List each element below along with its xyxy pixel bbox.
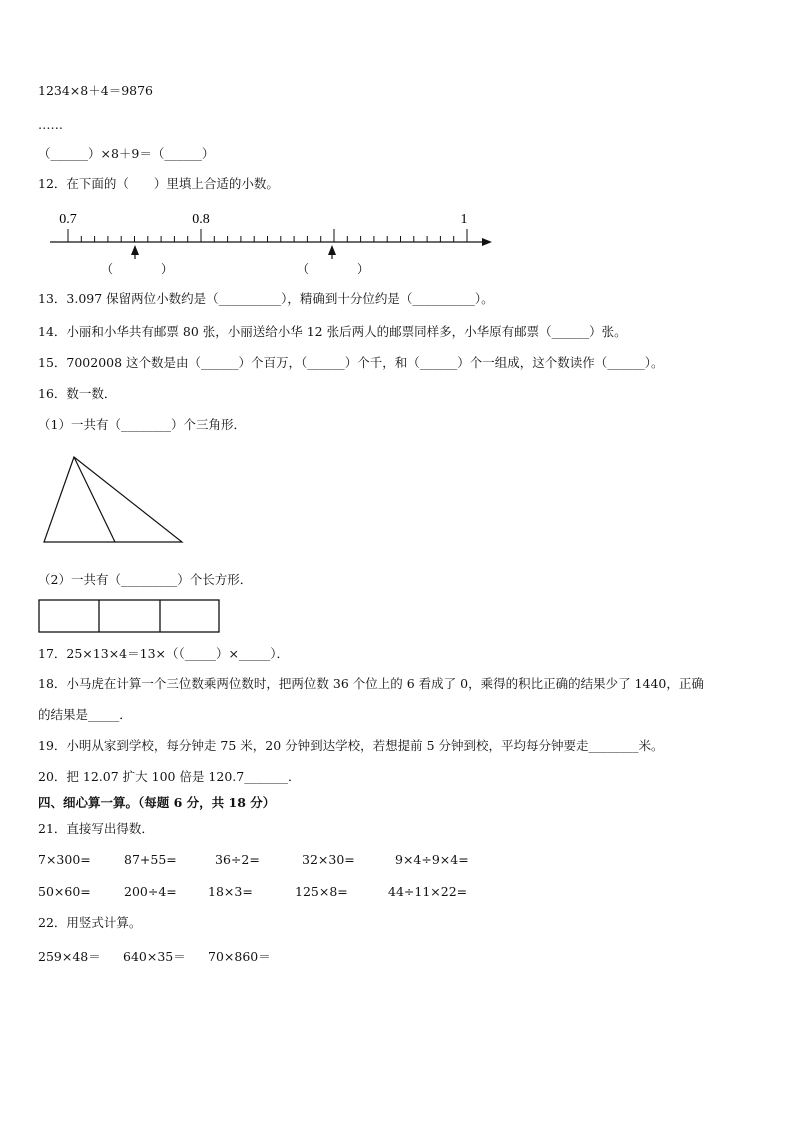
number-line-label-0.7: 0.7	[59, 212, 77, 227]
number-line-label-0.8: 0.8	[192, 212, 210, 227]
question-14: 14．小丽和小华共有邮票 80 张，小丽送给小华 12 张后两人的邮票同样多，小华原有邮票（______）张。	[38, 324, 627, 339]
calc-item: 50×60=	[38, 884, 91, 899]
calc-item: 36÷2=	[215, 852, 260, 867]
vertical-calc-item: 70×860＝	[208, 949, 271, 964]
text-line: 1234×8＋4＝9876	[38, 83, 154, 98]
vertical-calc-item: 640×35＝	[123, 949, 186, 964]
answer-blank-right: （ ）	[296, 262, 370, 276]
calc-item: 32×30=	[302, 852, 355, 867]
question-16: 16．数一数．	[38, 386, 117, 401]
vertical-calc-item: 259×48＝	[38, 949, 101, 964]
question-16-part-1: （1）一共有（________）个三角形．	[38, 417, 246, 432]
answer-blank-left: （ ）	[100, 262, 174, 276]
question-13: 13．3.097 保留两位小数约是（__________），精确到十分位约是（__________）。	[38, 291, 494, 306]
question-20: 20．把 12.07 扩大 100 倍是 120.7_______．	[38, 769, 301, 784]
question-12: 12．在下面的（ ）里填上合适的小数。	[38, 176, 279, 191]
question-22: 22．用竖式计算。	[38, 915, 142, 930]
calc-item: 44÷11×22=	[388, 884, 468, 899]
ellipsis-line: ……	[38, 117, 63, 132]
question-18-cont: 的结果是_____．	[38, 707, 132, 722]
number-line	[0, 205, 794, 285]
question-19: 19．小明从家到学校，每分钟走 75 米，20 分钟到达学校，若想提前 5 分钟到校，平均每分钟要走________米。	[38, 738, 664, 753]
text-line: （______）×8＋9＝（______）	[38, 146, 215, 161]
calc-item: 9×4÷9×4=	[395, 852, 469, 867]
question-18: 18．小马虎在计算一个三位数乘两位数时，把两位数 36 个位上的 6 看成了 0，乘得的积比正确的结果少了 1440，正确	[38, 676, 704, 691]
calc-item: 125×8=	[295, 884, 348, 899]
calc-item: 18×3=	[208, 884, 253, 899]
number-line-label-1: 1	[460, 212, 468, 227]
calc-item: 200÷4=	[124, 884, 177, 899]
calc-item: 87+55=	[124, 852, 177, 867]
rectangles-figure	[38, 598, 228, 638]
question-15: 15．7002008 这个数是由（______）个百万，（______）个千，和（______）个一组成，这个数读作（______）。	[38, 355, 664, 370]
section-4-title: 四、细心算一算。（每题 6 分，共 18 分）	[38, 795, 276, 810]
triangle-figure	[40, 452, 200, 552]
question-21: 21．直接写出得数．	[38, 821, 154, 836]
question-16-part-2: （2）一共有（_________）个长方形．	[38, 572, 253, 587]
calc-item: 7×300=	[38, 852, 91, 867]
question-17: 17．25×13×4＝13×（（_____）×_____）．	[38, 646, 289, 661]
